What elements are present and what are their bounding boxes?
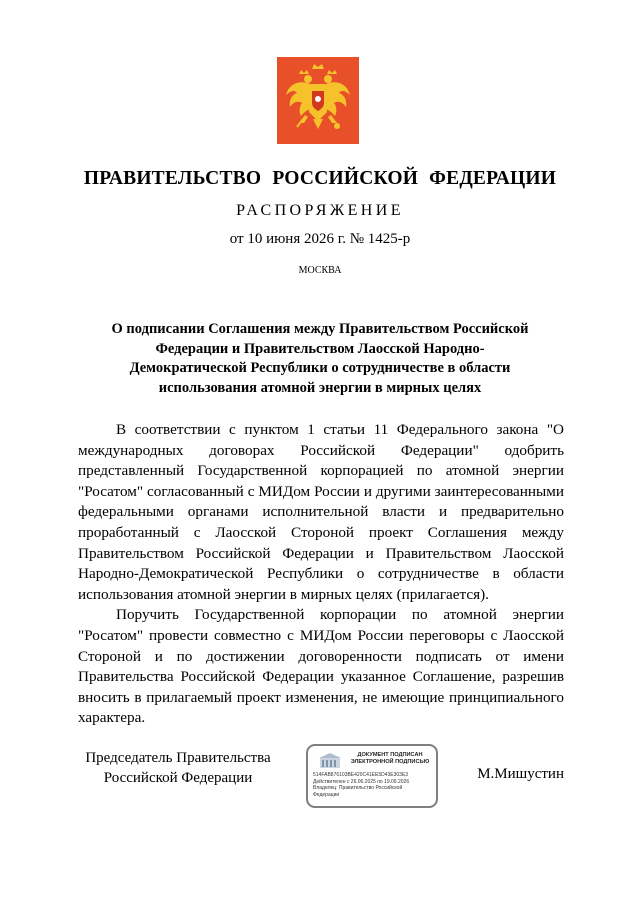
signer-position — [78, 748, 278, 788]
document-subject: О подписании Соглашения между Правительством Российской Федерации и Правительством Лаосской Народно-Демократической Республики о сотрудничестве в области использования атомной энергии в мирных целях — [111, 321, 529, 396]
document-date-number: от 10 июня 2026 г. № 1425-р — [229, 231, 411, 247]
stamp-validity: Действителен с 26.06.2025 по 19.09.2026 — [313, 778, 410, 785]
signer-name: М.Мишустин — [477, 766, 564, 782]
signer-position-line: Председатель Правительства — [85, 750, 271, 766]
stamp-heading: ДОКУМЕНТ ПОДПИСАН ЭЛЕКТРОННОЙ ПОДПИСЬЮ — [350, 752, 430, 765]
body-paragraph: Поручить Государственной корпорации по атомной энергии "Росатом" провести совместно с МИДом России переговоры с Лаосской Стороной и по достижении договоренности подписать от имени Правительства Российской Федерации указанное Соглашение, разрешив вносить в прилагаемый проект изменения, не имеющие принципиального характера. — [78, 606, 564, 727]
stamp-owner: Владелец: Правительство Российской — [313, 785, 403, 792]
coat-of-arms-icon — [277, 57, 359, 144]
signer-position-line: Российской Федерации — [103, 770, 253, 786]
government-title: ПРАВИТЕЛЬСТВО РОССИЙСКОЙ ФЕДЕРАЦИИ — [83, 168, 557, 189]
stamp-details — [313, 772, 437, 798]
document-type: РАСПОРЯЖЕНИЕ — [236, 202, 404, 219]
body-paragraph: В соответствии с пунктом 1 статьи 11 Федерального закона "О международных договорах Российской Федерации" одобрить представленный Государственной корпорацией по атомной энергии "Росатом" согласованный с МИДом России и другими заинтересованными федеральными органами исполнительной власти и предварительно проработанный с Лаосской Стороной проект Соглашения между Правительством Российской Федерации и Правительством Лаосской Народно-Демократической Республики о сотрудничестве в области использования атомной энергии в мирных целях (прилагается). — [78, 421, 564, 603]
document-city: МОСКВА — [298, 265, 342, 276]
document-body — [78, 420, 564, 729]
state-emblem — [277, 57, 359, 144]
stamp-certificate: 514FAB876103BE420C41EE5D43E303E3 — [313, 772, 409, 778]
electronic-signature-stamp — [306, 744, 438, 808]
stamp-owner: Федерации — [313, 791, 340, 798]
